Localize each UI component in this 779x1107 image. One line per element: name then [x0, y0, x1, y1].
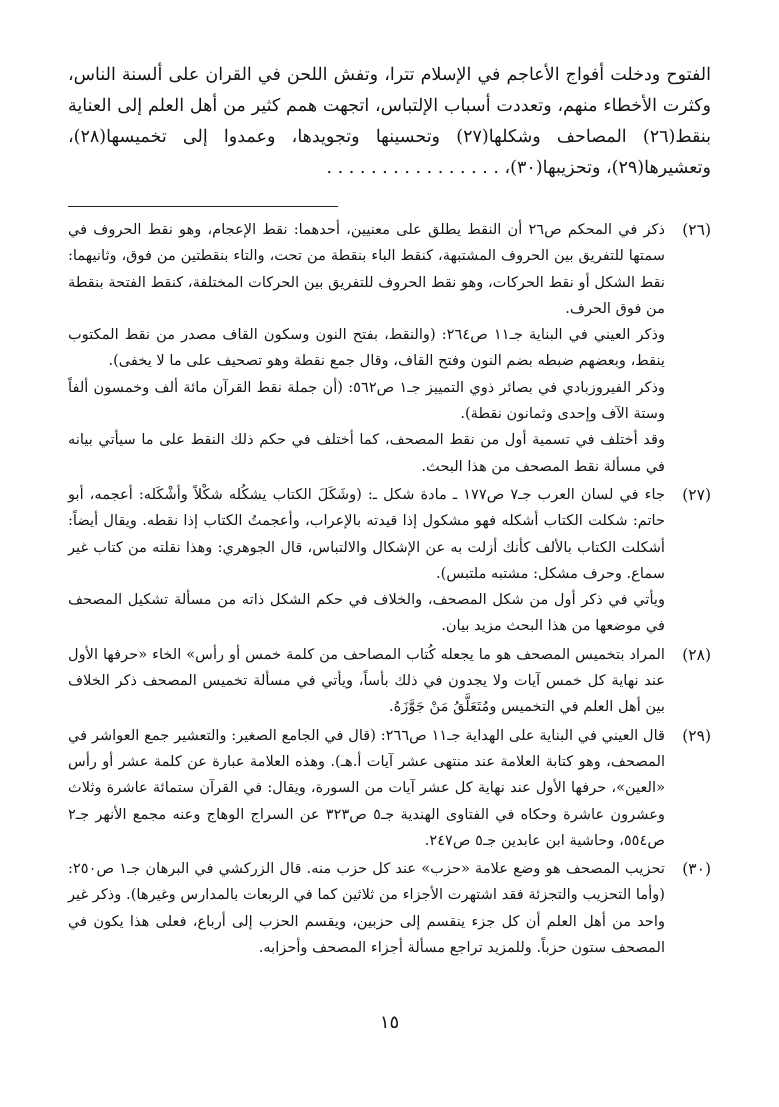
footnote-number: (٢٧) — [682, 485, 711, 504]
footnote-paragraph: وقد أختلف في تسمية أول من نقط المصحف، كما أختلف في حكم ذلك النقط على ما سيأتي بيانه في مسألة نقط المصحف من هذا البحث. — [68, 431, 665, 475]
footnote-30 — [68, 856, 711, 961]
footnote-27 — [68, 482, 711, 640]
footnote-paragraph: تحزيب المصحف هو وضع علامة «حزب» عند كل حزب منه. قال الزركشي في البرهان جـ١ ص٢٥٠: (وأما التحزيب والتجزئة فقد اشتهرت الأجزاء من ثلاثين كما في الربعات بالمدارس وغيرها). وذكر غير واحد من أهل العلم أن كل جزء ينقسم إلى حزبين، ويقسم الحزب إلى أرباع، فعلى هذا يكون في المصحف ستون حزباً. وللمزيد تراجع مسألة أجزاء المصحف وأحزابه. — [68, 860, 665, 957]
footnote-paragraph: ويأتي في ذكر أول من شكل المصحف، والخلاف في حكم الشكل ذاته من مسألة تشكيل المصحف في موضعها من هذا البحث مزيد بيان. — [68, 591, 665, 635]
main-text: الفتوح ودخلت أفواج الأعاجم في الإسلام تترا، وتفش اللحن في القران على ألسنة الناس، وكثرت الأخطاء منهم، وتعددت أسباب الإلتباس، اتجهت همم كثير من أهل العلم إلى العناية بنقط(٢٦) المصاحف وشكلها(٢٧) وتحسينها وتجويدها، وعمدوا إلى تخميسها(٢٨)، وتعشيرها(٢٩)، وتحزيبها(٣٠)، . . . . . . . . . . . . . . . . — [68, 65, 711, 178]
footnote-number: (٣٠) — [682, 860, 711, 879]
footnote-26 — [68, 217, 711, 480]
footnote-number: (٢٨) — [682, 645, 711, 664]
footnote-number: (٢٩) — [682, 726, 711, 745]
footnote-number: (٢٦) — [682, 221, 711, 239]
footnote-paragraph: جاء في لسان العرب جـ٧ ص١٧٧ ـ مادة شكل ـ: (وشَكَلَ الكتاب يشكُله شكْلاً وأشْكَله: أعجمه، أبو حاتم: شكلت الكتاب أشكله فهو مشكول إذا قيدته بالإعراب، وأعجمتُ الكتاب إذا نقطه. ويقال أيضاً: أشكلت الكتاب بالألف كأنك أزلت به عن الإشكال والالتباس، قال الجوهري: وهذا نقلته من كتاب غير سماع. وحرف مشكل: مشتبه ملتبس). — [68, 485, 665, 582]
footnote-paragraph: قال العيني في البناية على الهداية جـ١١ ص٢٦٦: (قال في الجامع الصغير: والتعشير جمع العواشر في المصحف، وهو كتابة العلامة عند منتهى عشر آيات أ.هـ). وهذه العلامة عبارة عن كلمة عشر أو رأس «العين»، حرفها الأول عند نهاية كل عشر آيات من السورة، ويقال: في القرآن ستمائة عاشرة وثلاث وعشرون عاشرة وحكاه في الفتاوى الهندية جـ٥ ص٣٢٣ عن السراج الوهاج وعنه مجمع الأنهر جـ٢ ص٥٥٤، وحاشية ابن عابدين جـ٥ ص٢٤٧. — [68, 726, 665, 849]
page-number: ١٥ — [379, 1012, 400, 1033]
footnote-paragraph: وذكر الفيروزبادي في بصائر ذوي التمييز جـ١ ص٥٦٢: (أن جملة نقط القرآن مائة ألف وخمسون ألفاً وستة الآف وإحدى وثمانون نقطة). — [68, 378, 665, 423]
footnote-paragraph: ذكر في المحكم ص٢٦ أن النقط يطلق على معنيين، أحدهما: نقط الإعجام، وهو نقط الحروف في سمتها للتفريق بين الحروف المشتبهة، كنقط الباء بنقطة من تحت، والتاء بنقطتين من فوق، وثانيهما: نقط الشكل أو نقط الحركات، وهو نقط الحروف للتفريق بين الحركات المختلفة، كنقط الفتحة بنقطة من فوق الحرف. — [68, 221, 665, 317]
footnote-body — [68, 217, 665, 480]
footnote-body — [68, 482, 665, 640]
footnote-body — [68, 642, 665, 721]
footnote-list — [68, 217, 711, 961]
footnote-paragraph: وذكر العيني في البناية جـ١١ ص٢٦٤: (والنقط، بفتح النون وسكون القاف مصدر من نقط المكتوب ينقط، وبعضهم ضبطه بضم النون وفتح القاف، وقال جمع نقطة وهو تصحيف على ما لا يخفى). — [68, 326, 665, 370]
footnote-body — [68, 856, 665, 961]
footnote-28 — [68, 642, 711, 721]
footnote-body — [68, 723, 665, 854]
footnote-separator — [68, 206, 338, 207]
footnote-paragraph: المراد بتخميس المصحف هو ما يجعله كُتاب المصاحف من كلمة خمس أو رأس» الخاء «حرفها الأول عند نهاية كل خمس آيات ولا يجدون في ذلك بأساً، ويأتي في مسألة تخميس المصحف ذكر الخلاف بين أهل العلم في التخميس ومُتَعَلَّقُ مَنْ جَوَّزَهُ. — [68, 645, 665, 716]
footnote-29 — [68, 723, 711, 854]
